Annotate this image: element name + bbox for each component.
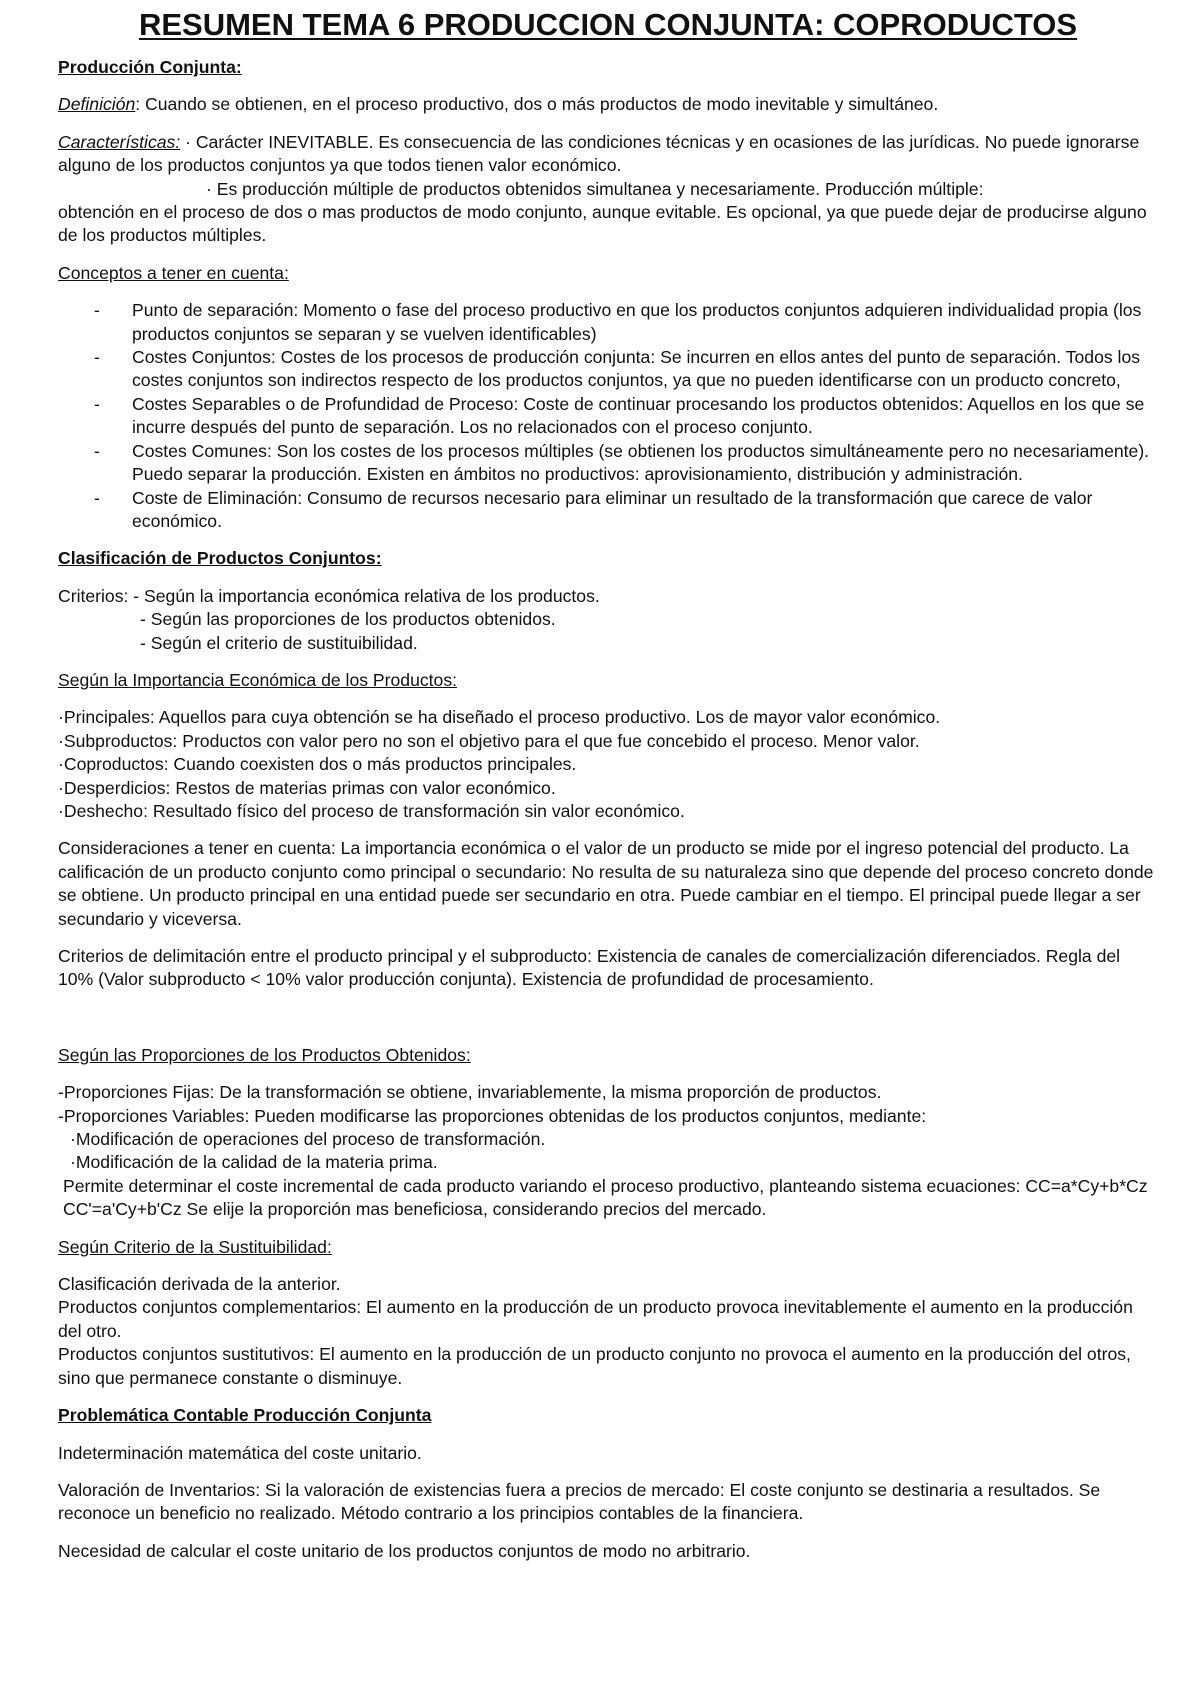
importancia-item-desperdicios: ·Desperdicios: Restos de materias primas con valor económico.: [58, 777, 556, 798]
page-title: RESUMEN TEMA 6 PRODUCCION CONJUNTA: COPRODUCTOS: [138, 7, 1078, 42]
importancia-item-coproductos: ·Coproductos: Cuando coexisten dos o más productos principales.: [58, 754, 577, 775]
sustituibilidad-line-3: Productos conjuntos sustitutivos: El aumento en la producción de un producto conjunto no provoca el aumento en la producción del otros, sino que permanece constante o disminuye.: [58, 1344, 1131, 1388]
criterios-line-1: Criterios: - Según la importancia económica relativa de los productos.: [58, 585, 600, 606]
concepto-text: Costes Comunes: Son los costes de los procesos múltiples (se obtienen los productos simultáneamente pero no necesariamente). Puedo separar la producción. Existen en ámbitos no productivos: aprovisionamiento, distribución y administración.: [132, 440, 1150, 485]
problematica-paragraph-3: Necesidad de calcular el coste unitario de los productos conjuntos de modo no arbitrario.: [58, 1540, 751, 1561]
list-item: [58, 393, 1158, 440]
concepto-text: Punto de separación: Momento o fase del proceso productivo en que los productos conjuntos adquieren individualidad propia (los productos conjuntos se separan y se vuelven identificables): [132, 300, 1142, 344]
importancia-item-principales: ·Principales: Aquellos para cuya obtención se ha diseñado el proceso productivo. Los de mayor valor económico.: [58, 707, 941, 728]
importancia-heading: Según la Importancia Económica de los Productos:: [58, 669, 458, 690]
dash-bullet: -: [94, 393, 100, 414]
list-item: [58, 440, 1158, 487]
paragraph-criterios-delimitacion: Criterios de delimitación entre el producto principal y el subproducto: Existencia de canales de comercialización diferenciados. Regla del 10% (Valor subproducto < 10% valor producción conjunta). Existencia de profundidad de procesamiento.: [58, 946, 1121, 990]
problematica-paragraph-1: Indeterminación matemática del coste unitario.: [58, 1442, 422, 1463]
sustituibilidad-line-1: Clasificación derivada de la anterior.: [58, 1274, 341, 1295]
list-item: [58, 487, 1158, 534]
criterios-line-3: - Según el criterio de sustituibilidad.: [140, 632, 418, 653]
section-heading-produccion-conjunta: Producción Conjunta:: [58, 57, 242, 77]
sustituibilidad-line-2: Productos conjuntos complementarios: El aumento en la producción de un producto provoca inevitablemente el aumento en la producción del otro.: [58, 1297, 1133, 1341]
dash-bullet: -: [94, 300, 100, 321]
criterios-line-2: - Según las proporciones de los productos obtenidos.: [140, 609, 556, 630]
proporciones-permite: Permite determinar el coste incremental de cada producto variando el proceso productivo, planteando sistema ecuaciones: CC=a*Cy+b*Cz CC'=a'Cy+b'Cz Se elije la proporción mas beneficiosa, considerando precios del mercado.: [63, 1175, 1148, 1220]
caracteristicas-text-2-first: · Es producción múltiple de productos obtenidos simultanea y necesariamente. Producción múltiple:: [206, 178, 984, 199]
problematica-paragraph-2: Valoración de Inventarios: Si la valoración de existencias fuera a precios de mercado: El coste conjunto se destinaria a resultados. Se reconoce un beneficio no realizado. Método contrario a los principios contables de la financiera.: [58, 1479, 1101, 1524]
conceptos-list: [58, 299, 1158, 533]
proporciones-fijas: -Proporciones Fijas: De la transformación se obtiene, invariablemente, la misma proporción de productos.: [58, 1082, 882, 1103]
caracteristicas-label: Características:: [58, 131, 181, 152]
list-item: [58, 346, 1158, 393]
document-content: [58, 4, 1158, 1577]
caracteristicas-text-1: · Carácter INEVITABLE. Es consecuencia de las condiciones técnicas y en ocasiones de las jurídicas. No puede ignorarse alguno de los productos conjuntos ya que todos tienen valor económico.: [58, 131, 1140, 176]
paragraph-consideraciones: Consideraciones a tener en cuenta: La importancia económica o el valor de un producto se mide por el ingreso potencial del producto. La calificación de un producto conjunto como principal o secundario: No resulta de su naturaleza sino que depende del proceso concreto donde se obtiene. Un producto principal en una entidad puede ser secundario en otra. Puede cambiar en el tiempo. El principal puede llegar a ser secundario y viceversa.: [58, 838, 1154, 929]
proporciones-modificacion-1: ·Modificación de operaciones del proceso de transformación.: [70, 1129, 546, 1150]
dash-bullet: -: [94, 347, 100, 368]
proporciones-modificacion-2: ·Modificación de la calidad de la materia prima.: [70, 1152, 438, 1173]
section-heading-problematica: Problemática Contable Producción Conjunta: [58, 1405, 432, 1426]
proporciones-variables: -Proporciones Variables: Pueden modificarse las proporciones obtenidas de los productos conjuntos, mediante:: [58, 1105, 927, 1126]
concepto-text: Costes Conjuntos: Costes de los procesos de producción conjunta: Se incurren en ellos antes del punto de separación. Todos los costes conjuntos son indirectos respecto de los productos conjuntos, ya que no pueden identificarse con un producto concreto,: [132, 347, 1141, 391]
concepto-text: Coste de Eliminación: Consumo de recursos necesario para eliminar un resultado de la transformación que carece de valor económico.: [132, 487, 1093, 531]
definicion-text: : Cuando se obtienen, en el proceso productivo, dos o más productos de modo inevitable y simultáneo.: [135, 94, 939, 115]
caracteristicas-text-2-rest: obtención en el proceso de dos o mas productos de modo conjunto, aunque evitable. Es opcional, ya que puede dejar de producirse alguno de los productos múltiples.: [58, 202, 1147, 246]
section-heading-clasificacion: Clasificación de Productos Conjuntos:: [58, 548, 382, 569]
importancia-item-subproductos: ·Subproductos: Productos con valor pero no son el objetivo para el que fue concebido el proceso. Menor valor.: [58, 730, 920, 751]
list-item: [58, 299, 1158, 346]
dash-bullet: -: [94, 440, 100, 461]
proporciones-heading: Según las Proporciones de los Productos Obtenidos:: [58, 1044, 471, 1065]
concepto-text: Costes Separables o de Profundidad de Proceso: Coste de continuar procesando los productos obtenidos: Aquellos en los que se incurre después del punto de separación. Los no relacionados con el proceso conjunto.: [132, 393, 1145, 438]
conceptos-heading: Conceptos a tener en cuenta:: [58, 262, 289, 283]
definicion-label: Definición: [58, 94, 136, 115]
paragraph-caracteristicas-1: [58, 131, 1158, 178]
spacer: [58, 1006, 1158, 1044]
dash-bullet: -: [94, 487, 100, 508]
paragraph-definicion: [58, 93, 1158, 116]
sustituibilidad-heading: Según Criterio de la Sustituibilidad:: [58, 1236, 332, 1257]
importancia-item-deshecho: ·Deshecho: Resultado físico del proceso de transformación sin valor económico.: [58, 800, 685, 821]
